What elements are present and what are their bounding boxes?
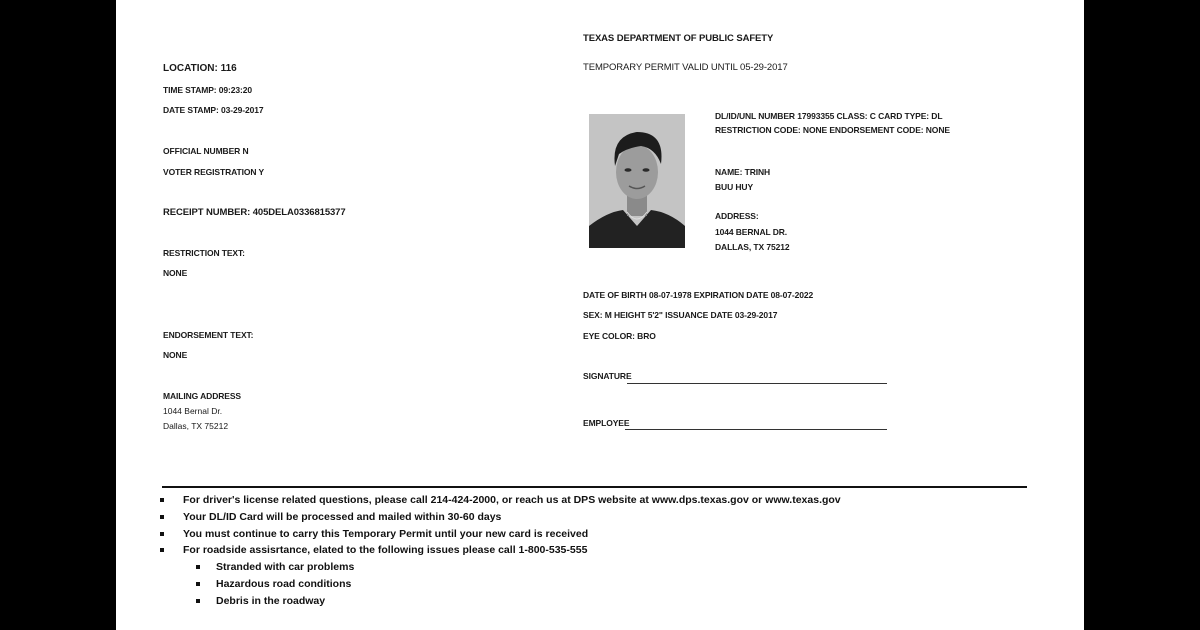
bullet-icon [160, 515, 164, 519]
mailing-address-line2: Dallas, TX 75212 [163, 421, 229, 431]
receipt-number: RECEIPT NUMBER: 405DELA0336815377 [163, 207, 346, 218]
employee-line [625, 429, 887, 430]
mailing-address-line1: 1044 Bernal Dr. [163, 406, 223, 416]
signature-label: SIGNATURE [583, 371, 632, 381]
date-stamp: DATE STAMP: 03-29-2017 [163, 105, 264, 115]
agency-title: TEXAS DEPARTMENT OF PUBLIC SAFETY [583, 33, 774, 44]
restriction-text-label: RESTRICTION TEXT: [163, 248, 245, 258]
address-label: ADDRESS: [715, 211, 759, 221]
permit-validity: TEMPORARY PERMIT VALID UNTIL 05-29-2017 [583, 62, 788, 73]
section-divider [162, 486, 1027, 488]
restriction-endorsement-codes: RESTRICTION CODE: NONE ENDORSEMENT CODE: NONE [715, 125, 950, 135]
time-stamp: TIME STAMP: 09:23:20 [163, 85, 253, 95]
official-number: OFFICIAL NUMBER N [163, 146, 249, 156]
endorsement-text-label: ENDORSEMENT TEXT: [163, 330, 254, 340]
bullet-icon [160, 548, 164, 552]
employee-label: EMPLOYEE [583, 418, 630, 428]
person-portrait-icon [589, 114, 685, 248]
sex-height-issuance-line: SEX: M HEIGHT 5'2" ISSUANCE DATE 03-29-2017 [583, 310, 778, 320]
address-line2: DALLAS, TX 75212 [715, 242, 790, 252]
mailing-address-label: MAILING ADDRESS [163, 391, 241, 401]
dob-expiration-line: DATE OF BIRTH 08-07-1978 EXPIRATION DATE 08-07-2022 [583, 290, 814, 300]
dl-number-line: DL/ID/UNL NUMBER 17993355 CLASS: C CARD TYPE: DL [715, 111, 943, 121]
name-given: BUU HUY [715, 182, 754, 192]
voter-registration: VOTER REGISTRATION Y [163, 167, 265, 177]
bullet-icon [160, 532, 164, 536]
bullet-icon [196, 565, 200, 569]
bullet-icon [196, 582, 200, 586]
signature-line [627, 383, 887, 384]
id-photo [589, 114, 685, 248]
bullet-icon [196, 599, 200, 603]
restriction-text-value: NONE [163, 268, 188, 278]
bullet-icon [160, 498, 164, 502]
eye-color: EYE COLOR: BRO [583, 331, 656, 341]
permit-document: TEXAS DEPARTMENT OF PUBLIC SAFETY TEMPORARY PERMIT VALID UNTIL 05-29-2017 LOCATION: 116 TIME STAMP: 09:23:20 DATE STAMP: 03-29-2017 OFFICIAL NUMBER N VOTER REGISTRATION Y RECEIPT NUMBER: 405DELA0336815377 RESTRICTION TEXT: NONE ENDORSEMENT TEXT: NONE MAILING ADDRESS 1044 Bernal Dr. Dallas, TX 75212 DL/ID/UNL NUMBER 17993355 CLASS: C CARD TYPE: DL RESTRICTION CODE: NONE ENDORSEMENT CODE: NONE NAME: TRINH BUU HUY ADDRESS: 1044 BERNAL DR. DALLAS, TX 75212 DATE OF BIRTH 08-07-1978 EXPIRATION DATE 08-07-2022 SEX: M HEIGHT 5'2" ISSUANCE DATE 03-29-2017 EYE COLOR: BRO SIGNATURE EMPLOYEE For driver's license related questions, please call 214-424-2000, or reach us at DPS website at www.dps.texas.gov or www.texas.gov Your DL/ID Card will be processed and mailed within 30-60 days You must continue to carry this Temporary Permit until your new card is received For roadside assisrtance, elated to the following issues please call 1-800-535-555 Stranded with car problems Hazardous road conditions Debris in the roadway [116, 0, 1084, 630]
location: LOCATION: 116 [163, 63, 237, 74]
name-surname: NAME: TRINH [715, 167, 771, 177]
address-line1: 1044 BERNAL DR. [715, 227, 788, 237]
endorsement-text-value: NONE [163, 350, 188, 360]
